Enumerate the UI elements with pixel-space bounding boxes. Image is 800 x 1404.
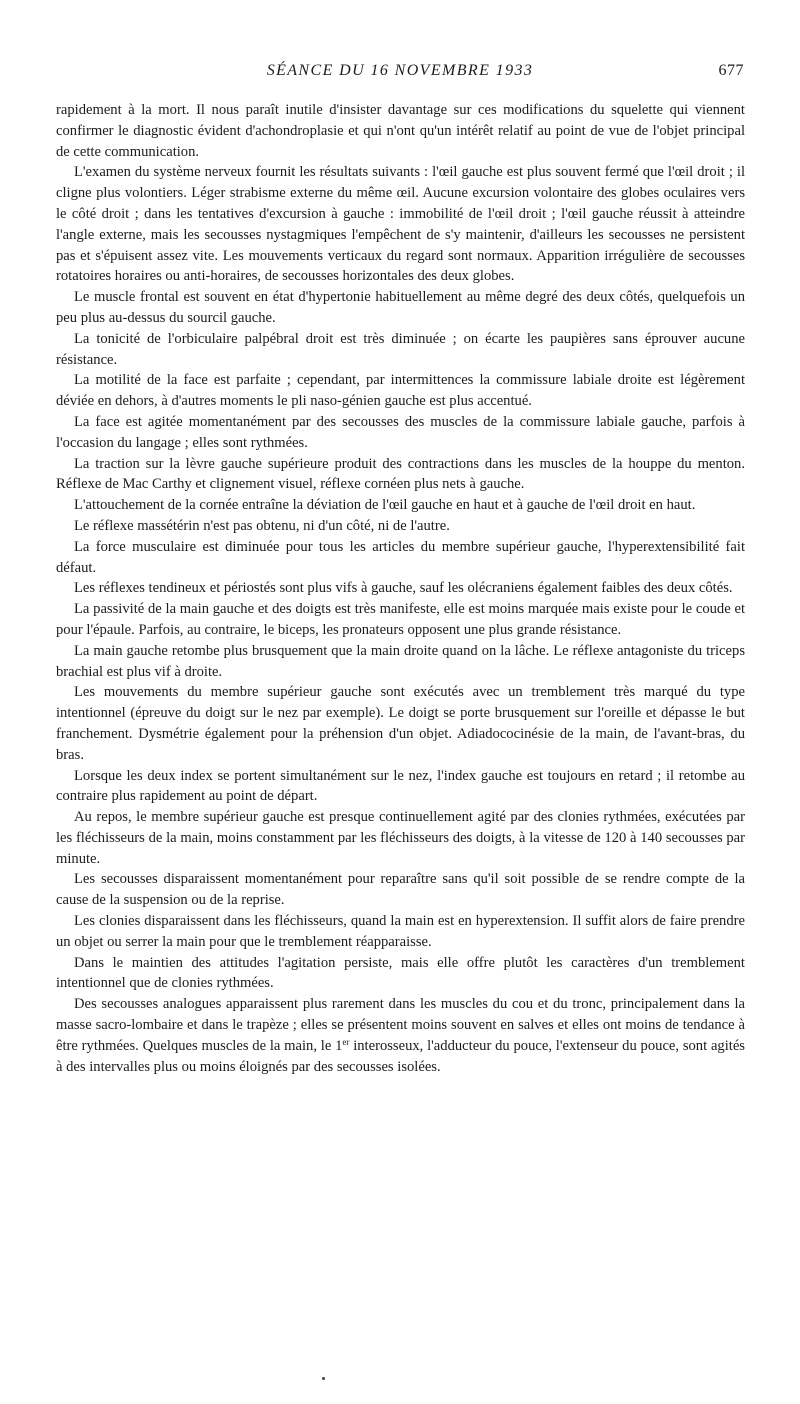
body-text	[56, 100, 745, 1077]
paragraph: L'attouchement de la cornée entraîne la déviation de l'œil gauche en haut et à gauche de l'œil droit en haut.	[74, 497, 696, 514]
paragraph: Lorsque les deux index se portent simultanément sur le nez, l'index gauche est toujours en retard ; il retombe au contraire plus rapidement au point de départ.	[56, 767, 745, 805]
paragraph: rapidement à la mort. Il nous paraît inutile d'insister davantage sur ces modifications du squelette qui viennent confirmer le diagnostic évident d'achondroplasie et qui n'ont qu'un intérêt relatif au point de vue de l'objet principal de cette communication.	[56, 102, 745, 160]
ordinal-superscript: er	[342, 1036, 350, 1047]
paragraph: Les mouvements du membre supérieur gauche sont exécutés avec un tremblement très marqué du type intentionnel (épreuve du doigt sur le nez par exemple). Le doigt se porte brusquement sur l'oreille et dépasse le but franchement. Dysmétrie également pour la préhension d'un objet. Adiadococinésie de la main, de l'avant-bras, du bras.	[56, 684, 745, 763]
paragraph: Le muscle frontal est souvent en état d'hypertonie habituellement au même degré des deux côtés, quelquefois un peu plus au-dessus du sourcil gauche.	[56, 289, 745, 326]
paragraph: L'examen du système nerveux fournit les résultats suivants : l'œil gauche est plus souvent fermé que l'œil droit ; il cligne plus volontiers. Léger strabisme externe du même œil. Aucune excursion volontaire des globes oculaires vers le côté droit ; dans les tentatives d'excursion à gauche : immobilité de l'œil droit ; l'œil gauche réussit à atteindre l'angle externe, mais les secousses nystagmiques l'empêchent de s'y maintenir, d'ailleurs les secousses ne persistent pas et s'épuisent assez vite. Les mouvements verticaux du regard sont normaux. Apparition irrégulière de secousses rotatoires horaires ou anti-horaires, de secousses horizontales des deux globes.	[56, 164, 745, 285]
page-speck	[322, 1377, 325, 1380]
paragraph: Les secousses disparaissent momentanément pour reparaître sans qu'il soit possible de se rendre compte de la cause de la suspension ou de la reprise.	[56, 871, 745, 909]
paragraph-text: Des secousses analogues apparaissent plus rarement dans les muscles du cou et du tronc, principalement dans la masse sacro-lombaire et dans le trapèze ; elles se présentent moins souvent en salves et elles ont moins de tendance à être rythmées. Quelques muscles de la main, le	[56, 996, 745, 1054]
page-number: 677	[718, 62, 744, 79]
running-header	[56, 62, 744, 84]
paragraph: La tonicité de l'orbiculaire palpébral droit est très diminuée ; on écarte les paupières sans éprouver aucune résistance.	[56, 330, 745, 368]
paragraph: La main gauche retombe plus brusquement que la main droite quand on la lâche. Le réflexe antagoniste du triceps brachial est plus vif à droite.	[56, 642, 745, 680]
running-title: SÉANCE DU 16 NOVEMBRE 1933	[266, 62, 534, 79]
paragraph: Au repos, le membre supérieur gauche est presque continuellement agité par des clonies rythmées, exécutées par les fléchisseurs de la main, moins constamment par les fléchisseurs des doigts, à la vitesse de 120 à 140 secousses par minute.	[56, 809, 745, 867]
paragraph: La traction sur la lèvre gauche supérieure produit des contractions dans les muscles de la houppe du menton. Réflexe de Mac Carthy et clignement visuel, réflexe cornéen plus nets à gauche.	[56, 455, 745, 493]
paragraph-text-continued: interosseux, l'adducteur du pouce, l'extenseur du pouce, sont agités à des intervalles plus ou moins éloignés par des secousses isolées.	[56, 1037, 745, 1075]
paragraph: Dans le maintien des attitudes l'agitation persiste, mais elle offre plutôt les caractères d'un tremblement intentionnel que de clonies rythmées.	[56, 954, 745, 992]
paragraph	[56, 994, 745, 1077]
ordinal-number: 1	[335, 1037, 343, 1054]
paragraph: Le réflexe massétérin n'est pas obtenu, ni d'un côté, ni de l'autre.	[74, 517, 450, 534]
paragraph: La face est agitée momentanément par des secousses des muscles de la commissure labiale gauche, parfois à l'occasion du langage ; elles sont rythmées.	[56, 413, 745, 451]
paragraph: Les clonies disparaissent dans les fléchisseurs, quand la main est en hyperextension. Il suffit alors de faire prendre un objet ou serrer la main pour que le tremblement réapparaisse.	[56, 913, 745, 950]
paragraph: La force musculaire est diminuée pour tous les articles du membre supérieur gauche, l'hyperextensibilité fait défaut.	[56, 538, 745, 576]
paragraph: Les réflexes tendineux et périostés sont plus vifs à gauche, sauf les olécraniens également faibles des deux côtés.	[74, 580, 733, 597]
paragraph: La motilité de la face est parfaite ; cependant, par intermittences la commissure labiale droite est légèrement déviée en dehors, à d'autres moments le pli naso-génien gauche est plus accentué.	[56, 372, 745, 410]
paragraph: La passivité de la main gauche et des doigts est très manifeste, elle est moins marquée mais existe pour le coude et pour l'épaule. Parfois, au contraire, le biceps, les pronateurs opposent une plus grande résistance.	[56, 601, 745, 638]
